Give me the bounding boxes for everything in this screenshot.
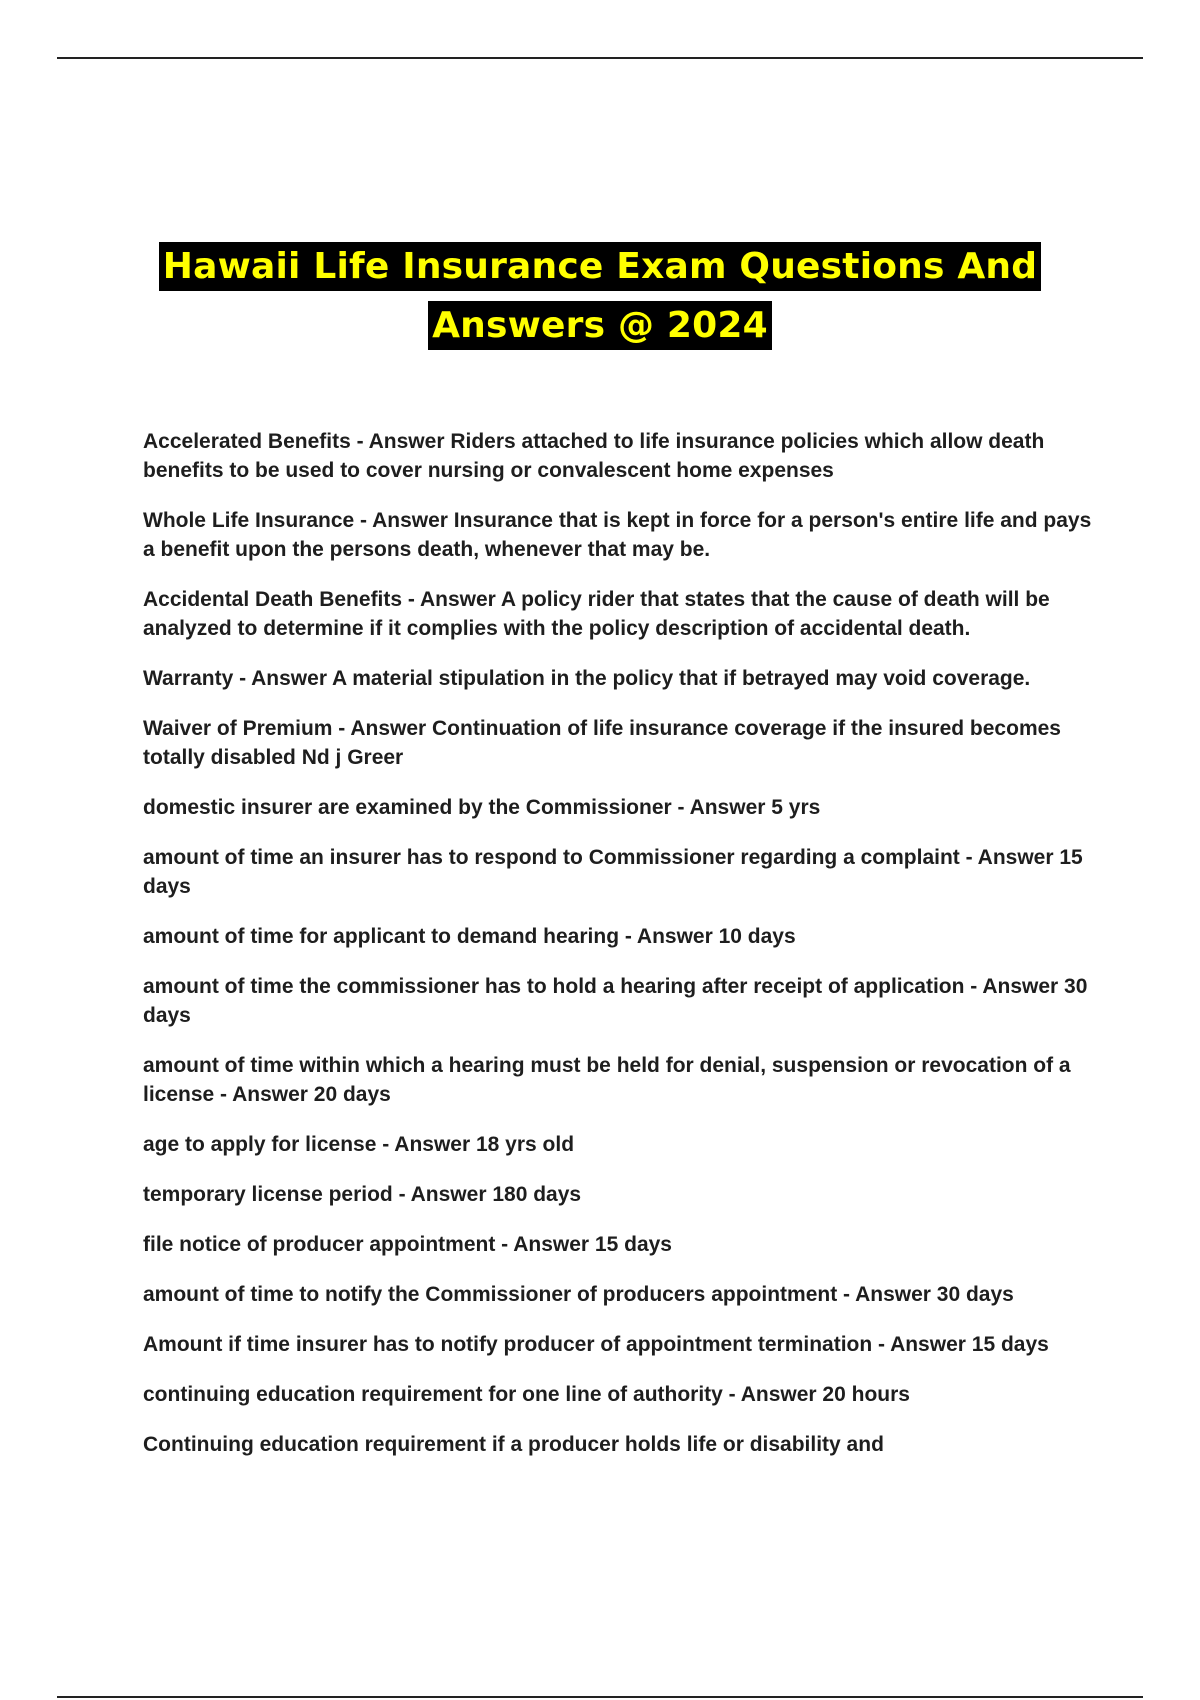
qa-item-16: continuing education requirement for one line of authority - Answer 20 hours — [143, 1383, 910, 1406]
title-line-2: Answers @ 2024 — [428, 301, 772, 350]
document-title — [0, 242, 1200, 350]
qa-item-5: Waiver of Premium - Answer Continuation of life insurance coverage if the insured becomes totally disabled Nd j Greer — [143, 717, 1061, 769]
qa-item-4: Warranty - Answer A material stipulation in the policy that if betrayed may void coverage. — [143, 667, 1031, 690]
bottom-rule — [57, 1696, 1143, 1698]
qa-item-9: amount of time the commissioner has to hold a hearing after receipt of application - Answer 30 days — [143, 975, 1088, 1027]
qa-item-13: file notice of producer appointment - Answer 15 days — [143, 1233, 672, 1256]
qa-item-3: Accidental Death Benefits - Answer A policy rider that states that the cause of death will be analyzed to determine if it complies with the policy description of accidental death. — [143, 588, 1050, 640]
qa-item-1: Accelerated Benefits - Answer Riders attached to life insurance policies which allow death benefits to be used to cover nursing or convalescent home expenses — [143, 430, 1045, 482]
qa-item-6: domestic insurer are examined by the Commissioner - Answer 5 yrs — [143, 796, 821, 819]
qa-item-10: amount of time within which a hearing must be held for denial, suspension or revocation of a license - Answer 20 days — [143, 1054, 1071, 1106]
qa-item-15: Amount if time insurer has to notify producer of appointment termination - Answer 15 days — [143, 1333, 1049, 1356]
top-rule — [57, 57, 1143, 59]
qa-list — [143, 427, 1103, 1480]
qa-item-11: age to apply for license - Answer 18 yrs old — [143, 1133, 575, 1156]
qa-item-8: amount of time for applicant to demand hearing - Answer 10 days — [143, 925, 796, 948]
title-line-1: Hawaii Life Insurance Exam Questions And — [159, 242, 1041, 291]
qa-item-12: temporary license period - Answer 180 days — [143, 1183, 582, 1206]
qa-item-17: Continuing education requirement if a producer holds life or disability and — [143, 1433, 884, 1456]
qa-item-14: amount of time to notify the Commissioner of producers appointment - Answer 30 days — [143, 1283, 1014, 1306]
qa-item-2: Whole Life Insurance - Answer Insurance that is kept in force for a person's entire life and pays a benefit upon the persons death, whenever that may be. — [143, 509, 1092, 561]
qa-item-7: amount of time an insurer has to respond to Commissioner regarding a complaint - Answer 15 days — [143, 846, 1083, 898]
